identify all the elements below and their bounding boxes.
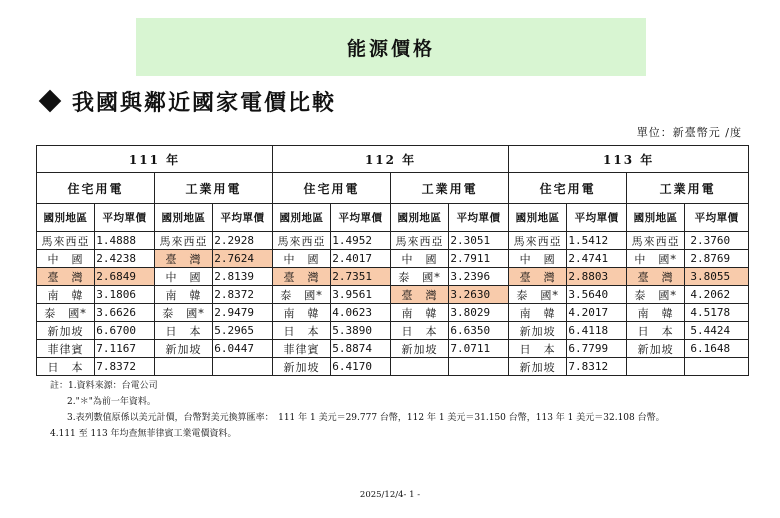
- price-cell: [449, 358, 509, 376]
- price-cell: 4.0623: [331, 304, 391, 322]
- col-header-price: 平均單價: [213, 204, 273, 232]
- country-cell: 臺 灣: [627, 268, 685, 286]
- country-cell: 新加坡: [509, 322, 567, 340]
- price-cell: 7.8372: [95, 358, 155, 376]
- country-cell: 南 韓: [37, 286, 95, 304]
- section-heading: [36, 84, 336, 118]
- price-cell: 6.4118: [567, 322, 627, 340]
- country-cell: 馬來西亞: [37, 232, 95, 250]
- diamond-bullet-icon: [39, 90, 62, 113]
- price-cell: 2.9479: [213, 304, 273, 322]
- table-row: [37, 232, 749, 250]
- country-cell: 菲律賓: [37, 340, 95, 358]
- country-cell: [155, 358, 213, 376]
- col-header-price: 平均單價: [449, 204, 509, 232]
- country-cell: 日 本: [155, 322, 213, 340]
- country-cell: 馬來西亞: [627, 232, 685, 250]
- price-cell: 2.8769: [685, 250, 749, 268]
- country-cell: 馬來西亞: [509, 232, 567, 250]
- country-cell: 菲律賓: [273, 340, 331, 358]
- country-cell: [391, 358, 449, 376]
- col-header-country: 國別地區: [391, 204, 449, 232]
- col-header-country: 國別地區: [155, 204, 213, 232]
- country-cell: 臺 灣: [509, 268, 567, 286]
- price-cell: 7.1167: [95, 340, 155, 358]
- price-cell: 2.4238: [95, 250, 155, 268]
- unit-label: 單位：新臺幣元 /度: [636, 126, 742, 139]
- country-cell: 泰 國*: [627, 286, 685, 304]
- price-cell: 5.8874: [331, 340, 391, 358]
- table-row: [37, 286, 749, 304]
- country-cell: 馬來西亞: [155, 232, 213, 250]
- footnote-2: 2."＊"為前一年資料。: [67, 397, 156, 407]
- price-cell: 6.4170: [331, 358, 391, 376]
- table-row: [37, 250, 749, 268]
- col-header-price: 平均單價: [331, 204, 391, 232]
- price-cell: 5.3890: [331, 322, 391, 340]
- country-cell: 新加坡: [627, 340, 685, 358]
- country-cell: 臺 灣: [37, 268, 95, 286]
- col-header-country: 國別地區: [37, 204, 95, 232]
- price-cell: 3.1806: [95, 286, 155, 304]
- country-cell: 中 國: [155, 268, 213, 286]
- price-cell: 3.6626: [95, 304, 155, 322]
- country-cell: 新加坡: [37, 322, 95, 340]
- country-cell: 泰 國*: [509, 286, 567, 304]
- country-cell: 日 本: [273, 322, 331, 340]
- price-cell: 2.8803: [567, 268, 627, 286]
- price-cell: 2.2928: [213, 232, 273, 250]
- country-cell: 臺 灣: [273, 268, 331, 286]
- residential-header: 住宅用電: [509, 173, 627, 204]
- table-row: [37, 340, 749, 358]
- year-header: 113 年: [509, 146, 749, 173]
- price-cell: 3.8029: [449, 304, 509, 322]
- country-cell: 臺 灣: [155, 250, 213, 268]
- country-cell: 新加坡: [273, 358, 331, 376]
- price-cell: 1.4952: [331, 232, 391, 250]
- price-cell: 2.8139: [213, 268, 273, 286]
- price-cell: 2.4017: [331, 250, 391, 268]
- price-cell: 4.2062: [685, 286, 749, 304]
- country-cell: 中 國: [391, 250, 449, 268]
- table-row: [37, 358, 749, 376]
- country-cell: 泰 國*: [37, 304, 95, 322]
- price-cell: 4.5178: [685, 304, 749, 322]
- price-cell: 2.7911: [449, 250, 509, 268]
- country-cell: 中 國*: [627, 250, 685, 268]
- price-cell: 4.2017: [567, 304, 627, 322]
- country-cell: 中 國: [509, 250, 567, 268]
- price-cell: 2.6849: [95, 268, 155, 286]
- footnote-1: 註：1.資料來源：台電公司: [50, 381, 158, 391]
- industrial-header: 工業用電: [627, 173, 749, 204]
- price-cell: 3.5640: [567, 286, 627, 304]
- price-cell: 7.0711: [449, 340, 509, 358]
- table-row: [37, 322, 749, 340]
- country-cell: 新加坡: [391, 340, 449, 358]
- electricity-price-table: [36, 145, 749, 376]
- year-header: 112 年: [273, 146, 509, 173]
- page-title: 能源價格: [346, 37, 435, 60]
- footnotes: [50, 378, 665, 442]
- country-cell: 南 韓: [155, 286, 213, 304]
- section-heading-text: 我國與鄰近國家電價比較: [72, 89, 337, 116]
- country-cell: 泰 國*: [155, 304, 213, 322]
- price-cell: 5.2965: [213, 322, 273, 340]
- country-cell: 新加坡: [509, 358, 567, 376]
- country-cell: 中 國: [273, 250, 331, 268]
- price-cell: 2.3760: [685, 232, 749, 250]
- price-cell: 1.4888: [95, 232, 155, 250]
- price-cell: [213, 358, 273, 376]
- country-cell: 馬來西亞: [273, 232, 331, 250]
- table-row: [37, 268, 749, 286]
- price-cell: 6.1648: [685, 340, 749, 358]
- price-cell: 2.7624: [213, 250, 273, 268]
- col-header-country: 國別地區: [627, 204, 685, 232]
- country-cell: 日 本: [391, 322, 449, 340]
- table-row: [37, 304, 749, 322]
- price-cell: 6.6700: [95, 322, 155, 340]
- footnote-3: 3.表列數值原係以美元計價，台幣對美元換算匯率： 111 年 1 美元＝29.777 台幣，112 年 1 美元＝31.150 台幣，113 年 1 美元＝32.108 台幣。: [67, 413, 665, 423]
- country-cell: 日 本: [509, 340, 567, 358]
- country-cell: 日 本: [627, 322, 685, 340]
- price-cell: 3.2396: [449, 268, 509, 286]
- industrial-header: 工業用電: [155, 173, 273, 204]
- country-cell: 臺 灣: [391, 286, 449, 304]
- country-cell: 泰 國*: [273, 286, 331, 304]
- price-cell: 3.2630: [449, 286, 509, 304]
- price-cell: 2.4741: [567, 250, 627, 268]
- country-cell: 日 本: [37, 358, 95, 376]
- price-cell: 2.7351: [331, 268, 391, 286]
- price-cell: 6.6350: [449, 322, 509, 340]
- country-cell: 馬來西亞: [391, 232, 449, 250]
- country-cell: 南 韓: [391, 304, 449, 322]
- price-cell: 1.5412: [567, 232, 627, 250]
- page-footer: 2025/12/4- 1 -: [359, 490, 421, 500]
- col-header-price: 平均單價: [567, 204, 627, 232]
- price-cell: 7.8312: [567, 358, 627, 376]
- price-cell: [685, 358, 749, 376]
- col-header-country: 國別地區: [509, 204, 567, 232]
- country-cell: [627, 358, 685, 376]
- country-cell: 南 韓: [509, 304, 567, 322]
- footnote-4: 4.111 至 113 年均查無菲律賓工業電價資料。: [50, 429, 237, 439]
- col-header-price: 平均單價: [685, 204, 749, 232]
- price-cell: 2.8372: [213, 286, 273, 304]
- col-header-country: 國別地區: [273, 204, 331, 232]
- year-header: 111 年: [37, 146, 273, 173]
- residential-header: 住宅用電: [273, 173, 391, 204]
- country-cell: 中 國: [37, 250, 95, 268]
- price-cell: 6.0447: [213, 340, 273, 358]
- country-cell: 南 韓: [273, 304, 331, 322]
- page-title-banner: [136, 18, 646, 76]
- price-cell: 2.3051: [449, 232, 509, 250]
- country-cell: 南 韓: [627, 304, 685, 322]
- industrial-header: 工業用電: [391, 173, 509, 204]
- country-cell: 新加坡: [155, 340, 213, 358]
- price-cell: 3.8055: [685, 268, 749, 286]
- col-header-price: 平均單價: [95, 204, 155, 232]
- country-cell: 泰 國*: [391, 268, 449, 286]
- residential-header: 住宅用電: [37, 173, 155, 204]
- price-cell: 6.7799: [567, 340, 627, 358]
- price-cell: 5.4424: [685, 322, 749, 340]
- price-cell: 3.9561: [331, 286, 391, 304]
